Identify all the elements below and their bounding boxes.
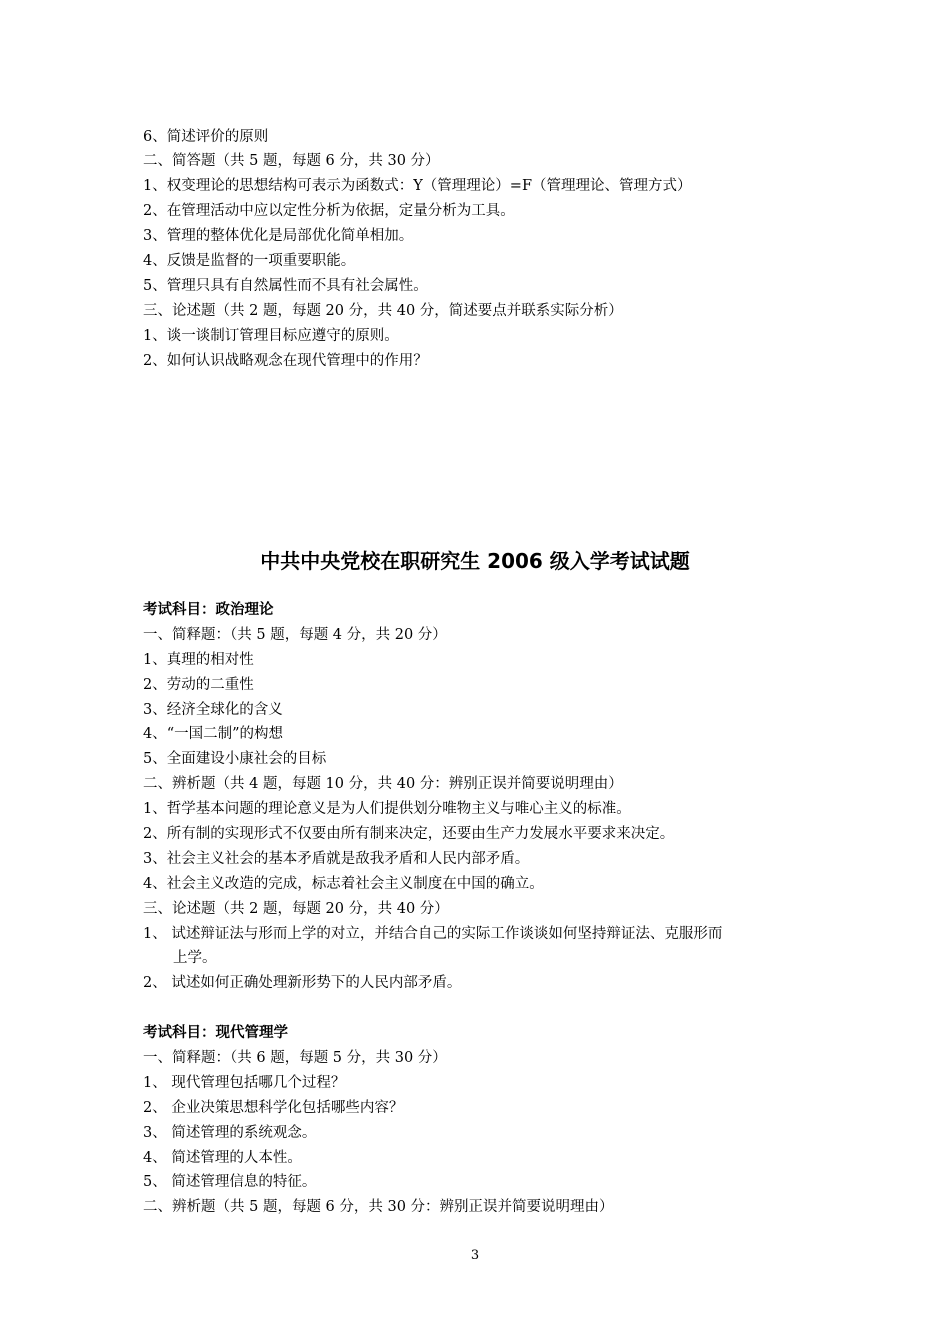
text-line: 5、全面建设小康社会的目标: [143, 751, 327, 767]
text-line: 2、在管理活动中应以定性分析为依据，定量分析为工具。: [143, 203, 515, 219]
text-line: 3、管理的整体优化是局部优化简单相加。: [143, 228, 414, 244]
text-line: 2、所有制的实现形式不仅要由所有制来决定，还要由生产力发展水平要求来决定。: [143, 826, 675, 842]
subject-heading: 考试科目：现代管理学: [143, 1025, 288, 1041]
text-line: 2、劳动的二重性: [143, 677, 254, 693]
text-line: 5、管理只具有自然属性而不具有社会属性。: [143, 278, 428, 294]
text-line: 3、社会主义社会的基本矛盾就是敌我矛盾和人民内部矛盾。: [143, 851, 530, 867]
text-line-continuation: 上学。: [173, 950, 217, 966]
text-line: 4、反馈是监督的一项重要职能。: [143, 253, 356, 269]
section-heading: 三、论述题（共 2 题，每题 20 分，共 40 分）: [143, 901, 449, 917]
text-line: 1、真理的相对性: [143, 652, 254, 668]
text-line: 1、权变理论的思想结构可表示为函数式：Y（管理理论）=F（管理理论、管理方式）: [143, 178, 692, 194]
text-line: 1、 试述辩证法与形而上学的对立，并结合自己的实际工作谈谈如何坚持辩证法、克服形而: [143, 926, 723, 942]
section-heading: 三、论述题（共 2 题，每题 20 分，共 40 分，简述要点并联系实际分析）: [143, 303, 623, 319]
text-line: 1、哲学基本问题的理论意义是为人们提供划分唯物主义与唯心主义的标准。: [143, 801, 631, 817]
text-line: 2、如何认识战略观念在现代管理中的作用？: [143, 353, 428, 369]
text-line: 2、 企业决策思想科学化包括哪些内容？: [143, 1100, 404, 1116]
text-line: 1、谈一谈制订管理目标应遵守的原则。: [143, 328, 399, 344]
text-line: 4、“一国二制”的构想: [143, 726, 284, 742]
section-heading: 二、辨析题（共 5 题，每题 6 分，共 30 分：辨别正误并简要说明理由）: [143, 1199, 614, 1215]
text-line: 2、 试述如何正确处理新形势下的人民内部矛盾。: [143, 975, 462, 991]
text-line: 5、 简述管理信息的特征。: [143, 1174, 317, 1190]
subject-heading: 考试科目：政治理论: [143, 602, 274, 618]
section-heading: 二、简答题（共 5 题，每题 6 分，共 30 分）: [143, 153, 440, 169]
text-line: 3、 简述管理的系统观念。: [143, 1125, 317, 1141]
text-line: 4、 简述管理的人本性。: [143, 1150, 302, 1166]
text-line: 4、社会主义改造的完成，标志着社会主义制度在中国的确立。: [143, 876, 544, 892]
page-title: 中共中央党校在职研究生 2006 级入学考试试题: [260, 549, 690, 573]
text-line: 6、简述评价的原则: [143, 129, 269, 145]
section-heading: 二、辨析题（共 4 题，每题 10 分，共 40 分：辨别正误并简要说明理由）: [143, 776, 623, 792]
section-heading: 一、简释题：（共 5 题，每题 4 分，共 20 分）: [143, 627, 447, 643]
text-line: 1、 现代管理包括哪几个过程？: [143, 1075, 346, 1091]
text-line: 3、经济全球化的含义: [143, 702, 283, 718]
page-number: 3: [470, 1248, 480, 1263]
section-heading: 一、简释题：（共 6 题，每题 5 分，共 30 分）: [143, 1050, 447, 1066]
